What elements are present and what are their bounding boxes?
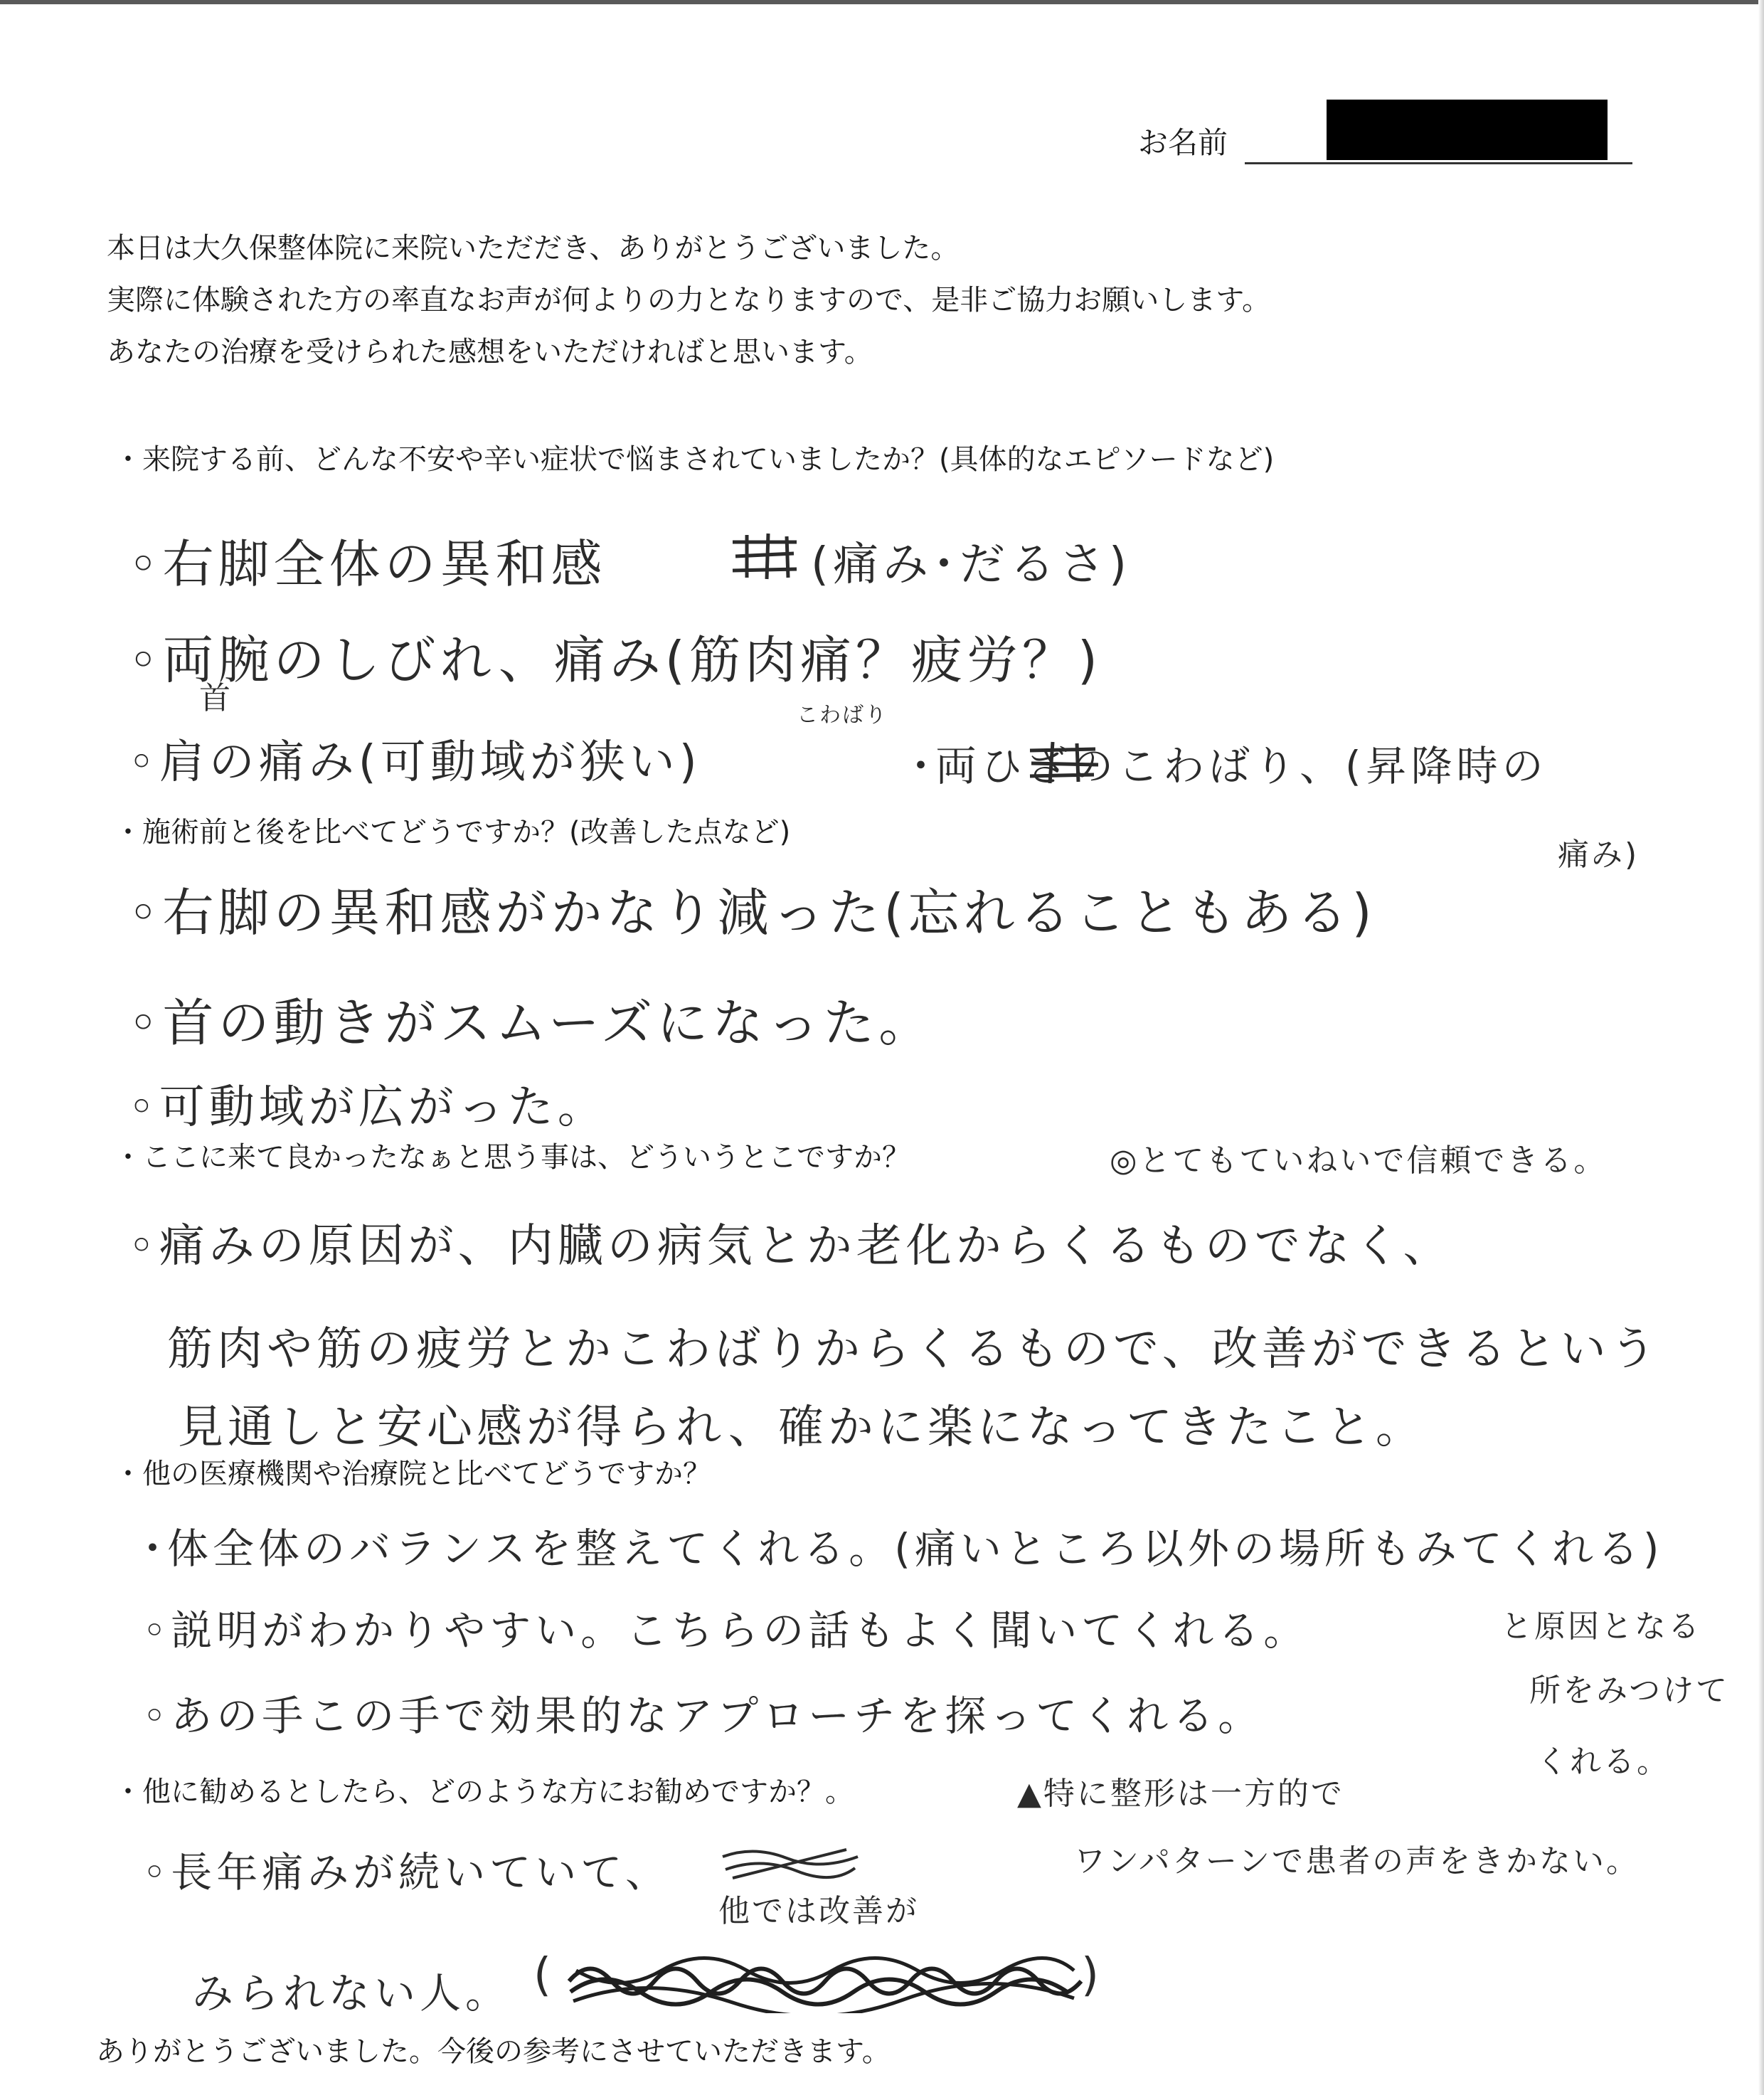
- q4-side-note-2: 所をみつけて: [1529, 1672, 1730, 1709]
- intro-line-1: 本日は大久保整体院に来院いただだき、ありがとうございました。: [107, 232, 960, 265]
- q1-answer-4-cont: 痛み): [1558, 837, 1640, 873]
- q2-answer-1: ◦右脚の異和感がかなり減った(忘れることもある): [128, 883, 1376, 943]
- q5-side-note-2: ワンパターンで患者の声をきかない。: [1074, 1843, 1640, 1879]
- q3-side-note: ◎とてもていねいで信頼できる。: [1110, 1142, 1608, 1179]
- q1-answer-1-note: (痛み･だるさ): [811, 539, 1131, 591]
- q5-answer-2: みられない人。: [192, 1969, 511, 2017]
- strikethrough-scribble-3: [718, 1842, 861, 1885]
- q3-answer-1: ◦痛みの原因が、内臓の病気とか老化からくるものでなく、: [128, 1220, 1453, 1273]
- q4-answer-2: ◦説明がわかりやすい。こちらの話もよく聞いてくれる。: [142, 1606, 1309, 1655]
- scan-edge-top: [0, 0, 1764, 4]
- strikethrough-scribble: [726, 528, 804, 585]
- q1-answer-4: ･両ひざのこわばり、(昇降時の: [910, 742, 1548, 790]
- q5-answer-1: ◦長年痛みが続いていて、: [142, 1848, 671, 1897]
- q1-answer-1: ◦右脚全体の異和感: [128, 534, 607, 594]
- question-4: ・他の医療機関や治療院と比べてどうですか？: [114, 1458, 711, 1490]
- q1-answer-2: ◦両腕のしびれ、痛み(筋肉痛？疲労？): [128, 630, 1102, 690]
- name-label: お名前: [1138, 125, 1228, 160]
- intro-line-2: 実際に体験された方の率直なお声が何よりの力となりますので、是非ご協力お願いします。: [107, 284, 1270, 317]
- intro-line-3: あなたの治療を受けられた感想をいただければと思います。: [107, 336, 873, 368]
- name-redaction: [1327, 100, 1608, 160]
- question-5: ・他に勧めるとしたら、どのような方にお勧めですか？。: [114, 1776, 854, 1808]
- scan-edge-right: [1758, 0, 1764, 2095]
- q5-answer-1-insert: 他では改善が: [718, 1893, 919, 1929]
- q1-insert-neck: 首: [199, 680, 233, 716]
- q5-close-paren: ): [1081, 1949, 1103, 2002]
- q3-answer-3: 見通しと安心感が得られ、確かに楽になってきたこと。: [178, 1401, 1425, 1454]
- q1-insert-stiffness: こわばり: [797, 703, 888, 728]
- q5-open-paren: (: [533, 1949, 556, 2002]
- q4-side-note-1: と原因となる: [1501, 1608, 1701, 1645]
- q4-answer-3: ◦あの手この手で効果的なアプローチを探ってくれる。: [142, 1692, 1264, 1740]
- q3-answer-2: 筋肉や筋の疲労とかこわばりからくるもので、改善ができるという: [167, 1323, 1660, 1376]
- question-2: ・施術前と後を比べてどうですか？(改善した点など): [114, 816, 791, 849]
- question-3: ・ここに来て良かったなぁと思う事は、どういうとこですか？: [114, 1141, 910, 1174]
- q2-answer-2: ◦首の動きがスムーズになった。: [128, 993, 935, 1053]
- q4-answer-1: ･体全体のバランスを整えてくれる。(痛いところ以外の場所もみてくれる): [142, 1524, 1664, 1573]
- name-underline: [1245, 162, 1632, 164]
- closing-text: ありがとうございました。今後の参考にさせていただきます。: [96, 2035, 891, 2068]
- redaction-scribble: [562, 1953, 1088, 2013]
- q5-side-note-1: ▲特に整形は一方的で: [1017, 1776, 1344, 1812]
- name-field: [1138, 100, 1636, 167]
- q1-answer-3: ◦肩の痛み(可動域が狭い): [128, 736, 701, 789]
- q2-answer-3: ◦可動域が広がった。: [128, 1081, 607, 1134]
- question-1: ・来院する前、どんな不安や辛い症状で悩まされていましたか？(具体的なエピソードなど): [114, 443, 1275, 476]
- q4-side-note-3: くれる。: [1536, 1744, 1670, 1780]
